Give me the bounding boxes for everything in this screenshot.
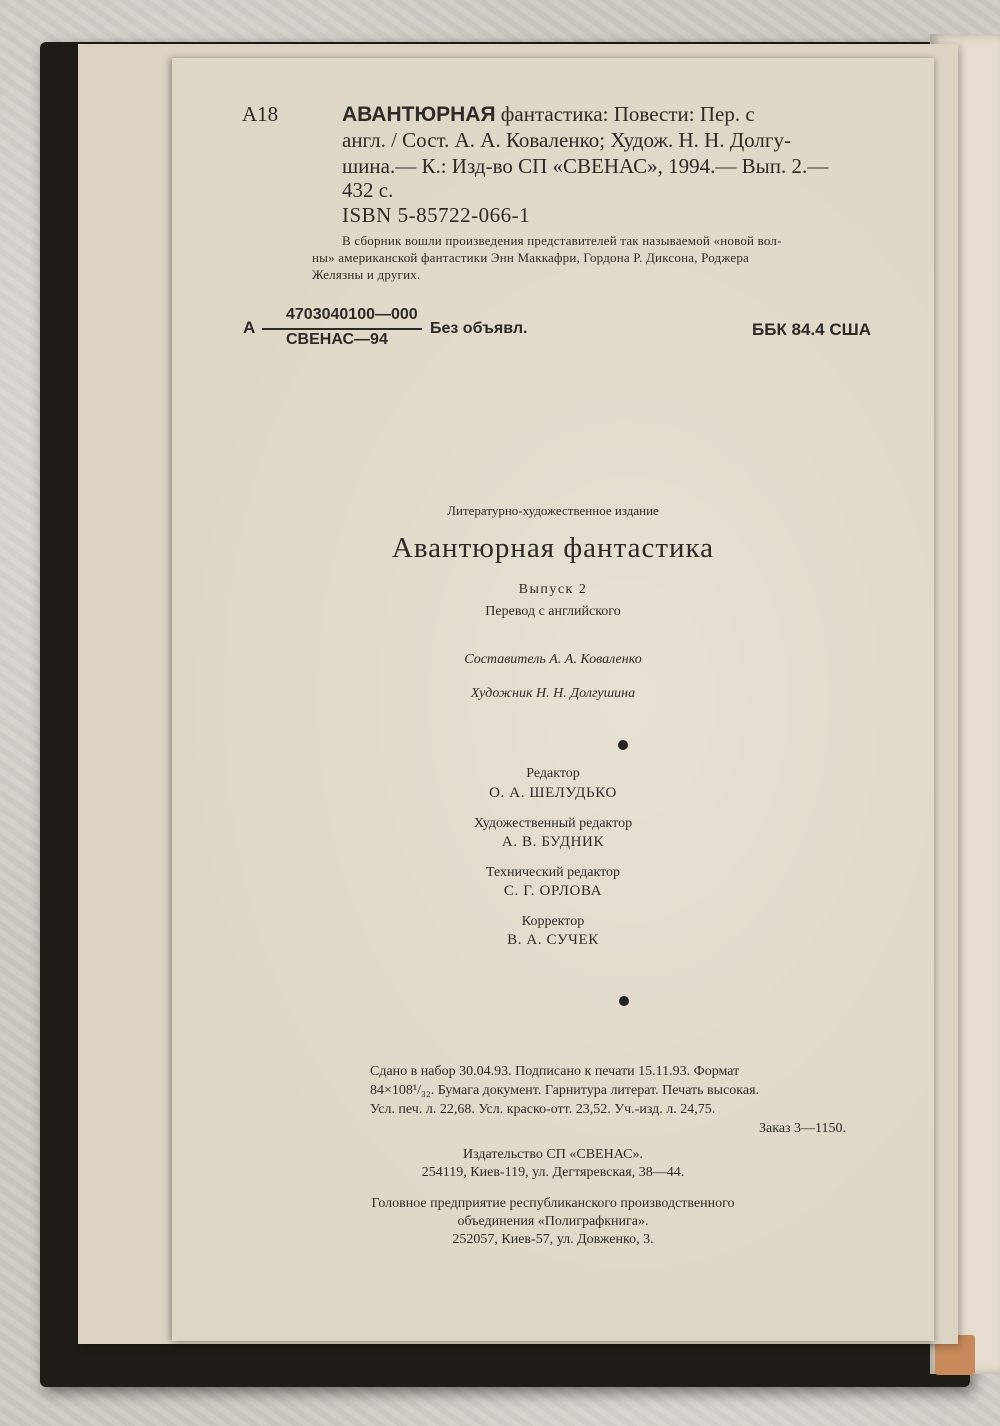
annotation-line-1: В сборник вошли произведения представителей так называемой «новой вол- (342, 233, 782, 248)
imprint-line-3: Усл. печ. л. 22,68. Усл. краско-отт. 23,52. Уч.-изд. л. 24,75. (370, 1102, 716, 1117)
credit-name-art-editor: А. В. БУДНИК (501, 834, 605, 850)
edition-type: Литературно-художественное издание (447, 503, 659, 518)
bbk-code: ББК 84.4 США (752, 320, 871, 339)
credit-role-art-editor: Художественный редактор (473, 816, 633, 831)
fraction-line (262, 328, 422, 330)
publisher-line-1: Издательство СП «СВЕНАС». (463, 1147, 643, 1162)
annotation-line-2: ны» американской фантастики Энн Маккафри, Гордона Р. Диксона, Роджера (312, 250, 750, 265)
imprint-line-2: 84×108¹/₃₂. Бумага документ. Гарнитура литерат. Печать высокая. (370, 1083, 760, 1098)
credit-role-tech-editor: Технический редактор (485, 865, 621, 880)
separator-dot-top (618, 740, 628, 750)
credit-name-editor: О. А. ШЕЛУДЬКО (489, 785, 617, 801)
classification-numerator: 4703040100—000 (286, 306, 418, 323)
artist: Художник Н. Н. Долгушина (470, 686, 636, 701)
catalog-code: А18 (242, 102, 279, 126)
credit-name-proofreader: В. А. СУЧЕК (507, 932, 599, 948)
imprint-line-1: Сдано в набор 30.04.93. Подписано к печати 15.11.93. Формат (370, 1064, 740, 1079)
classification-denominator: СВЕНАС—94 (286, 331, 388, 348)
biblio-line-1-rest: фантастика: Повести: Пер. с (495, 102, 755, 126)
isbn: ISBN 5-85722-066-1 (342, 203, 531, 227)
credit-role-editor: Редактор (526, 766, 580, 781)
biblio-line-4: 432 с. (342, 178, 394, 202)
biblio-line-1 (342, 102, 755, 127)
biblio-title-caps: АВАНТЮРНАЯ (342, 103, 496, 126)
printer-line-2: объединения «Полиграфкнига». (457, 1214, 649, 1229)
classification-note: Без объявл. (430, 320, 528, 337)
translation-note: Перевод с английского (485, 604, 621, 619)
printer-line-1: Головное предприятие республиканского производственного (371, 1196, 735, 1211)
book-title: Авантюрная фантастика (391, 532, 715, 564)
credit-name-tech-editor: С. Г. ОРЛОВА (503, 883, 603, 899)
title-page-verso (172, 58, 934, 1341)
publisher-line-2: 254119, Киев-119, ул. Дегтяревская, 38—44. (421, 1165, 685, 1180)
biblio-line-3: шина.— К.: Изд-во СП «СВЕНАС», 1994.— Вып. 2.— (342, 154, 829, 178)
annotation-line-3: Желязны и других. (312, 267, 421, 282)
classification-letter: А (243, 318, 256, 337)
compiler: Составитель А. А. Коваленко (464, 652, 642, 667)
biblio-line-2: англ. / Сост. А. А. Коваленко; Худож. Н. Н. Долгу- (342, 128, 791, 152)
issue-number: Выпуск 2 (518, 582, 588, 597)
printer-line-3: 252057, Киев-57, ул. Довженко, 3. (452, 1232, 654, 1247)
separator-dot-bottom (619, 996, 629, 1006)
credit-role-proofreader: Корректор (521, 914, 585, 929)
imprint-line-4: Заказ 3—1150. (759, 1121, 847, 1136)
